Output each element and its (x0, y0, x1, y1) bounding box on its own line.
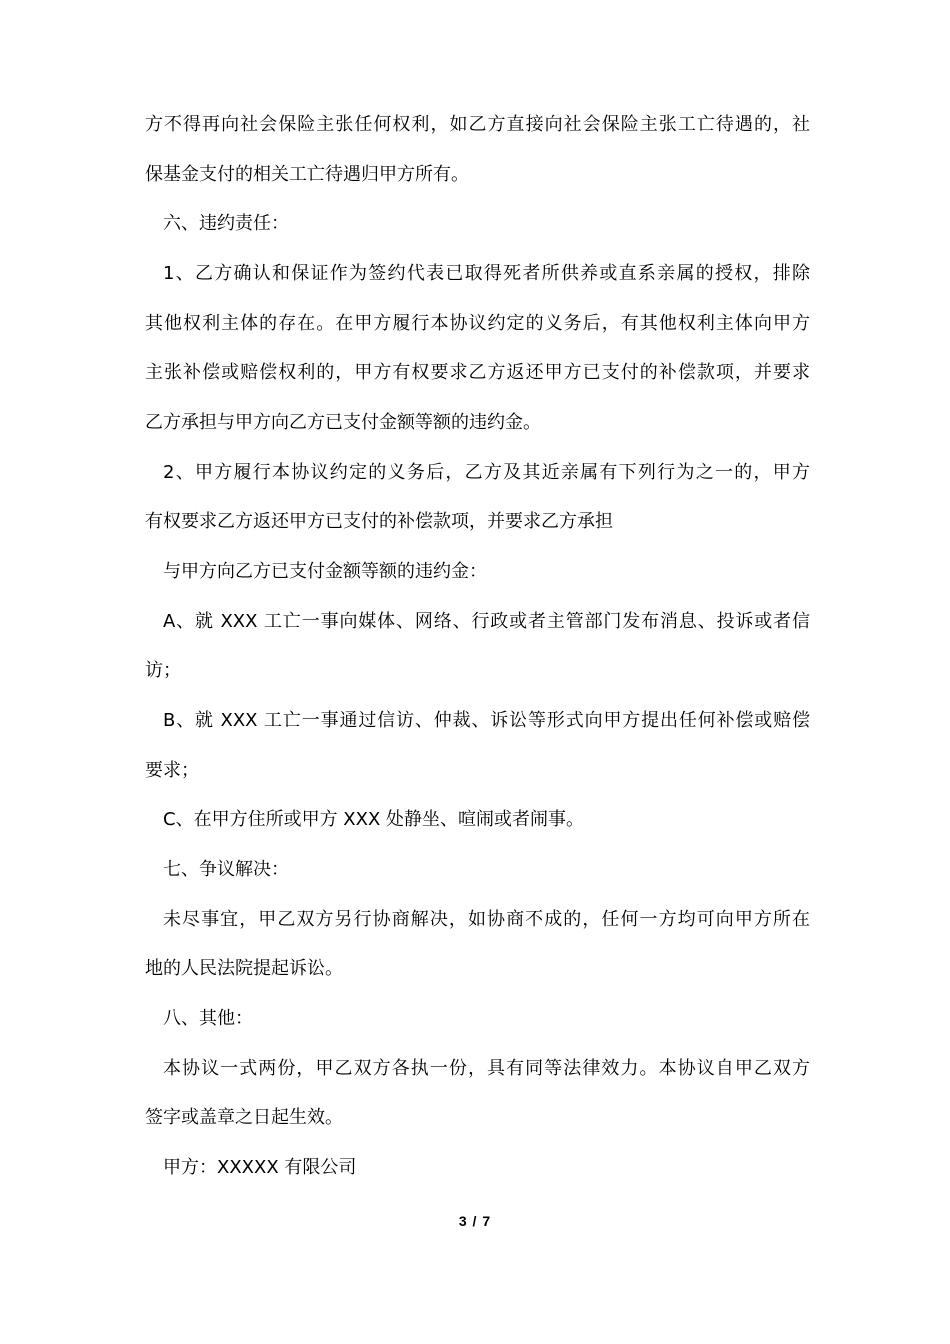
list-item-line: C、在甲方住所或甲方 XXX 处静坐、喧闹或者闹事。 (163, 809, 585, 830)
paragraph-line: 保基金支付的相关工亡待遇归甲方所有。 (145, 164, 469, 185)
paragraph-line: 1、乙方确认和保证作为签约代表已取得死者所供养或直系亲属的授权，排除 (163, 263, 810, 284)
list-item-line: 访； (145, 660, 181, 681)
page-number: 3 / 7 (458, 1213, 492, 1229)
paragraph-line: 未尽事宜，甲乙双方另行协商解决，如协商不成的，任何一方均可向甲方所在 (163, 909, 810, 930)
list-item-line: A、就 XXX 工亡一事向媒体、网络、行政或者主管部门发布消息、投诉或者信 (163, 611, 810, 632)
section-heading: 八、其他： (163, 1008, 253, 1029)
paragraph-line: 有权要求乙方返还甲方已支付的补偿款项，并要求乙方承担 (145, 511, 613, 532)
section-heading: 七、争议解决： (163, 859, 289, 880)
list-item-line: B、就 XXX 工亡一事通过信访、仲裁、诉讼等形式向甲方提出任何补偿或赔偿 (163, 710, 810, 731)
signature-line: 甲方：XXXXX 有限公司 (163, 1157, 357, 1178)
list-item-line: 要求； (145, 760, 199, 781)
paragraph-line: 与甲方向乙方已支付金额等额的违约金： (163, 561, 487, 582)
paragraph-line: 主张补偿或赔偿权利的，甲方有权要求乙方返还甲方已支付的补偿款项，并要求 (145, 362, 810, 383)
paragraph-line: 地的人民法院提起诉讼。 (145, 958, 343, 979)
section-heading: 六、违约责任： (163, 213, 289, 234)
paragraph-line: 方不得再向社会保险主张任何权利，如乙方直接向社会保险主张工亡待遇的，社 (145, 114, 810, 135)
paragraph-line: 签字或盖章之日起生效。 (145, 1107, 343, 1128)
paragraph-line: 2、甲方履行本协议约定的义务后，乙方及其近亲属有下列行为之一的，甲方 (163, 462, 810, 483)
paragraph-line: 乙方承担与甲方向乙方已支付金额等额的违约金。 (145, 412, 541, 433)
paragraph-line: 本协议一式两份，甲乙双方各执一份，具有同等法律效力。本协议自甲乙双方 (163, 1058, 810, 1079)
paragraph-line: 其他权利主体的存在。在甲方履行本协议约定的义务后，有其他权利主体向甲方 (145, 313, 810, 334)
